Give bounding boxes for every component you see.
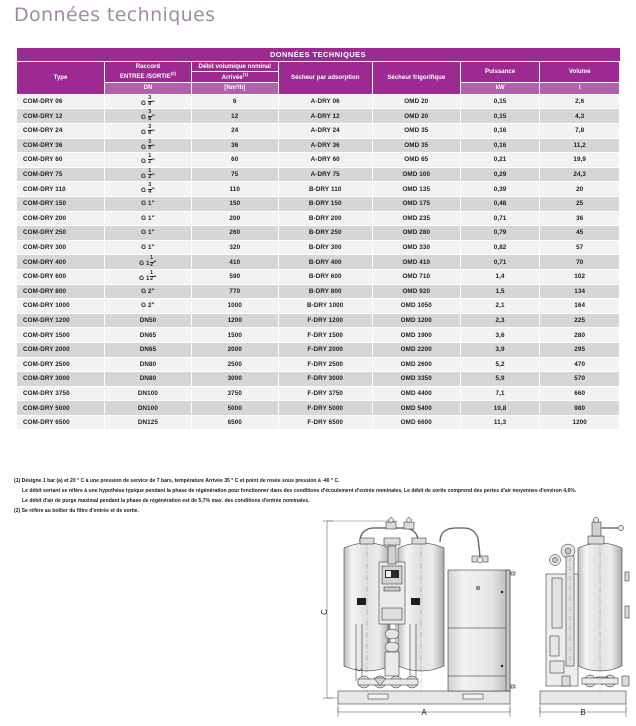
- cell-type: COM-DRY 24: [17, 124, 105, 139]
- cell-debit: 60: [191, 153, 278, 168]
- cell-type: COM-DRY 2500: [17, 357, 105, 372]
- cell-raccord: G 1 $\frac{1}{2}$ ": [105, 255, 192, 270]
- cell-puissance: 2,1: [460, 299, 540, 314]
- cell-raccord: G 1": [105, 196, 192, 211]
- cell-frigorifique: OMD 35: [372, 138, 460, 153]
- table-row: [17, 357, 620, 372]
- cell-frigorifique: OMD 65: [372, 153, 460, 168]
- footnote-1: (1) Désigne 1 bar (a) et 20 ° C à une pression de service de 7 bars, température Arrivée 35 ° C et point de rosée sous pression à -40 ° C.: [14, 478, 340, 484]
- cell-volume: 24,3: [540, 167, 620, 182]
- cell-frigorifique: OMD 1900: [372, 328, 460, 343]
- cell-adsorption: B-DRY 300: [278, 240, 372, 255]
- cell-type: COM-DRY 6500: [17, 415, 105, 430]
- cell-adsorption: A-DRY 36: [278, 138, 372, 153]
- cell-raccord: G 1": [105, 240, 192, 255]
- table-row: [17, 94, 620, 109]
- cell-raccord: DN80: [105, 357, 192, 372]
- cell-raccord: G $\frac{3}{8}$ ": [105, 138, 192, 153]
- cell-puissance: 0,48: [460, 196, 540, 211]
- cell-volume: 295: [540, 342, 620, 357]
- cell-adsorption: B-DRY 1000: [278, 299, 372, 314]
- cell-volume: 11,2: [540, 138, 620, 153]
- table-row: [17, 240, 620, 255]
- cell-puissance: 11,3: [460, 415, 540, 430]
- cell-raccord: DN50: [105, 313, 192, 328]
- column-header-type: Type: [17, 61, 105, 94]
- spec-table-container: [16, 48, 620, 430]
- cell-raccord: G 2": [105, 299, 192, 314]
- cell-type: COM-DRY 1500: [17, 328, 105, 343]
- footnote-2: (2) Se réfère au boîtier du filtre d'entrée et de sortie.: [14, 507, 139, 514]
- cell-puissance: 0,82: [460, 240, 540, 255]
- table-row: [17, 299, 620, 314]
- table-row: [17, 386, 620, 401]
- cell-volume: 19,9: [540, 153, 620, 168]
- table-row: [17, 196, 620, 211]
- cell-type: COM-DRY 150: [17, 196, 105, 211]
- cell-adsorption: F-DRY 6500: [278, 415, 372, 430]
- cell-type: COM-DRY 400: [17, 255, 105, 270]
- cell-frigorifique: OMD 1200: [372, 313, 460, 328]
- cell-raccord: DN65: [105, 342, 192, 357]
- cell-debit: 770: [191, 284, 278, 299]
- cell-volume: 980: [540, 401, 620, 416]
- cell-raccord: G 1 $\frac{1}{2}$ ": [105, 269, 192, 284]
- bottom-valve-manifold: [358, 676, 418, 688]
- cell-raccord: DN100: [105, 401, 192, 416]
- column-header-raccord-line1: Raccord: [135, 63, 161, 70]
- cell-frigorifique: OMD 330: [372, 240, 460, 255]
- cell-volume: 102: [540, 269, 620, 284]
- technical-data-table: [16, 48, 620, 430]
- cell-puissance: 0,39: [460, 182, 540, 197]
- cell-debit: 110: [191, 182, 278, 197]
- cell-frigorifique: OMD 6600: [372, 415, 460, 430]
- cell-adsorption: B-DRY 800: [278, 284, 372, 299]
- cell-type: COM-DRY 1200: [17, 313, 105, 328]
- cell-type: COM-DRY 60: [17, 153, 105, 168]
- cell-adsorption: A-DRY 75: [278, 167, 372, 182]
- cell-debit: 320: [191, 240, 278, 255]
- cell-frigorifique: OMD 20: [372, 94, 460, 109]
- cell-puissance: 3,6: [460, 328, 540, 343]
- cell-adsorption: B-DRY 110: [278, 182, 372, 197]
- cell-puissance: 5,9: [460, 372, 540, 387]
- cell-debit: 200: [191, 211, 278, 226]
- cell-raccord: G 2": [105, 284, 192, 299]
- cell-debit: 2000: [191, 342, 278, 357]
- cell-debit: 12: [191, 109, 278, 124]
- cell-adsorption: F-DRY 1500: [278, 328, 372, 343]
- cell-puissance: 0,15: [460, 94, 540, 109]
- cell-puissance: 0,29: [460, 167, 540, 182]
- cell-adsorption: B-DRY 600: [278, 269, 372, 284]
- table-row: [17, 211, 620, 226]
- cell-puissance: 2,3: [460, 313, 540, 328]
- cell-raccord: DN125: [105, 415, 192, 430]
- cell-volume: 570: [540, 372, 620, 387]
- cell-frigorifique: OMD 920: [372, 284, 460, 299]
- cell-debit: 36: [191, 138, 278, 153]
- cell-type: COM-DRY 200: [17, 211, 105, 226]
- cell-adsorption: B-DRY 250: [278, 226, 372, 241]
- cell-puissance: 0,71: [460, 255, 540, 270]
- cell-volume: 57: [540, 240, 620, 255]
- cell-raccord: G $\frac{3}{8}$ ": [105, 94, 192, 109]
- cell-debit: 1000: [191, 299, 278, 314]
- cell-volume: 225: [540, 313, 620, 328]
- cell-raccord: G $\frac{1}{2}$ ": [105, 153, 192, 168]
- cell-adsorption: B-DRY 200: [278, 211, 372, 226]
- cell-type: COM-DRY 250: [17, 226, 105, 241]
- footnote-1c: Le débit d'air de purge maximal pendant la phase de régénération est de 5,7% max. des conditions d'entrée nominales.: [22, 497, 310, 504]
- table-row: [17, 109, 620, 124]
- cell-frigorifique: OMD 4400: [372, 386, 460, 401]
- table-row: [17, 372, 620, 387]
- cell-debit: 410: [191, 255, 278, 270]
- cell-puissance: 0,16: [460, 138, 540, 153]
- unit-header-volume: l: [540, 82, 620, 94]
- column-header-raccord-line2: ENTREE /SORTIE: [119, 73, 171, 81]
- table-row: [17, 415, 620, 430]
- cell-puissance: 1,5: [460, 284, 540, 299]
- table-row: [17, 269, 620, 284]
- cell-frigorifique: OMD 410: [372, 255, 460, 270]
- product-technical-drawing: [300, 516, 632, 722]
- cell-type: COM-DRY 600: [17, 269, 105, 284]
- cell-raccord: G $\frac{1}{2}$ ": [105, 167, 192, 182]
- cell-raccord: G $\frac{3}{8}$ ": [105, 109, 192, 124]
- table-row: [17, 226, 620, 241]
- cell-puissance: 0,79: [460, 226, 540, 241]
- column-header-arrivee: [191, 71, 278, 82]
- column-header-raccord-superscript: (2): [170, 71, 176, 77]
- table-row: [17, 124, 620, 139]
- cell-debit: 590: [191, 269, 278, 284]
- cell-frigorifique: OMD 20: [372, 109, 460, 124]
- cell-adsorption: A-DRY 24: [278, 124, 372, 139]
- cell-type: COM-DRY 2000: [17, 342, 105, 357]
- column-header-arrivee-label: Arrivée: [221, 73, 243, 81]
- cell-adsorption: B-DRY 150: [278, 196, 372, 211]
- cell-adsorption: F-DRY 1200: [278, 313, 372, 328]
- cell-type: COM-DRY 06: [17, 94, 105, 109]
- cell-puissance: 0,16: [460, 124, 540, 139]
- cell-frigorifique: OMD 235: [372, 211, 460, 226]
- cell-frigorifique: OMD 5400: [372, 401, 460, 416]
- cell-frigorifique: OMD 175: [372, 196, 460, 211]
- cell-puissance: 5,2: [460, 357, 540, 372]
- table-band-title-row: [17, 48, 620, 61]
- cell-raccord: DN100: [105, 386, 192, 401]
- cell-volume: 45: [540, 226, 620, 241]
- cell-adsorption: F-DRY 2500: [278, 357, 372, 372]
- cell-type: COM-DRY 1000: [17, 299, 105, 314]
- dimension-label-b: B: [580, 708, 586, 717]
- cell-volume: 2,6: [540, 94, 620, 109]
- cell-debit: 1200: [191, 313, 278, 328]
- cell-puissance: 0,15: [460, 109, 540, 124]
- cell-raccord: DN80: [105, 372, 192, 387]
- side-view: [540, 517, 629, 704]
- cell-frigorifique: OMD 2600: [372, 357, 460, 372]
- storage-tank-front: [448, 570, 515, 691]
- footnotes: [14, 477, 626, 517]
- column-header-volume: Volume: [540, 61, 620, 82]
- cell-puissance: 7,1: [460, 386, 540, 401]
- cell-adsorption: A-DRY 12: [278, 109, 372, 124]
- cell-volume: 660: [540, 386, 620, 401]
- cell-adsorption: B-DRY 400: [278, 255, 372, 270]
- table-row: [17, 342, 620, 357]
- cell-raccord: G $\frac{3}{4}$ ": [105, 182, 192, 197]
- table-row: [17, 328, 620, 343]
- cell-raccord: G 1": [105, 226, 192, 241]
- cell-debit: 3750: [191, 386, 278, 401]
- cell-type: COM-DRY 75: [17, 167, 105, 182]
- unit-header-raccord: DN: [105, 82, 192, 94]
- cell-volume: 1200: [540, 415, 620, 430]
- dimension-label-c: C: [320, 609, 329, 615]
- column-header-secheur-frigorifique: Sécheur frigorifique: [372, 61, 460, 94]
- table-band-title: DONNÉES TECHNIQUES: [17, 48, 620, 61]
- cell-volume: 20: [540, 182, 620, 197]
- cell-frigorifique: OMD 3350: [372, 372, 460, 387]
- cell-puissance: 3,9: [460, 342, 540, 357]
- dimension-label-a: A: [421, 708, 427, 717]
- column-header-debit: Débit volumique nominal: [191, 61, 278, 71]
- cell-frigorifique: OMD 280: [372, 226, 460, 241]
- cell-type: COM-DRY 5000: [17, 401, 105, 416]
- table-header: [17, 48, 620, 94]
- cell-raccord: DN65: [105, 328, 192, 343]
- cell-frigorifique: OMD 135: [372, 182, 460, 197]
- table-row: [17, 401, 620, 416]
- column-header-puissance: Puissance: [460, 61, 540, 82]
- cell-debit: 150: [191, 196, 278, 211]
- unit-header-debit: [Nm³/h]: [191, 82, 278, 94]
- cell-type: COM-DRY 12: [17, 109, 105, 124]
- cell-volume: 4,3: [540, 109, 620, 124]
- unit-header-puissance: kW: [460, 82, 540, 94]
- table-row: [17, 284, 620, 299]
- cell-volume: 36: [540, 211, 620, 226]
- table-row: [17, 167, 620, 182]
- cell-debit: 5000: [191, 401, 278, 416]
- table-body: [17, 94, 620, 430]
- cell-frigorifique: OMD 2200: [372, 342, 460, 357]
- column-header-secheur-adsorption: Sécheur par adsorption: [278, 61, 372, 94]
- footnote-1b: Le débit sortant se réfère à une hypothèse typique pendant la phase de régénération pour fonctionner dans des conditions d'écoulement d'entrée nominales. Le débit de sortie comprend des pertes d'air moyennes d'environ 4,6%.: [22, 487, 577, 494]
- cell-type: COM-DRY 300: [17, 240, 105, 255]
- cell-frigorifique: OMD 1050: [372, 299, 460, 314]
- table-row: [17, 153, 620, 168]
- cell-type: COM-DRY 3750: [17, 386, 105, 401]
- cell-debit: 6: [191, 94, 278, 109]
- table-row: [17, 313, 620, 328]
- cell-type: COM-DRY 3000: [17, 372, 105, 387]
- table-row: [17, 182, 620, 197]
- cell-type: COM-DRY 800: [17, 284, 105, 299]
- cell-frigorifique: OMD 100: [372, 167, 460, 182]
- cell-debit: 2500: [191, 357, 278, 372]
- cell-volume: 280: [540, 328, 620, 343]
- table-header-row-main: [17, 61, 620, 71]
- cell-puissance: 10,8: [460, 401, 540, 416]
- column-header-raccord: [105, 61, 192, 82]
- cell-volume: 7,8: [540, 124, 620, 139]
- cell-debit: 3000: [191, 372, 278, 387]
- cell-type: COM-DRY 110: [17, 182, 105, 197]
- cell-adsorption: F-DRY 2000: [278, 342, 372, 357]
- cell-adsorption: F-DRY 5000: [278, 401, 372, 416]
- column-header-arrivee-superscript: (1): [242, 71, 248, 77]
- cell-adsorption: F-DRY 3000: [278, 372, 372, 387]
- cell-volume: 70: [540, 255, 620, 270]
- cell-puissance: 1,4: [460, 269, 540, 284]
- table-row: [17, 138, 620, 153]
- cell-puissance: 0,71: [460, 211, 540, 226]
- cell-frigorifique: OMD 35: [372, 124, 460, 139]
- cell-frigorifique: OMD 710: [372, 269, 460, 284]
- cell-raccord: G 1": [105, 211, 192, 226]
- cell-volume: 25: [540, 196, 620, 211]
- cell-volume: 134: [540, 284, 620, 299]
- cell-debit: 6500: [191, 415, 278, 430]
- cell-adsorption: A-DRY 60: [278, 153, 372, 168]
- cell-debit: 24: [191, 124, 278, 139]
- cell-puissance: 0,21: [460, 153, 540, 168]
- cell-type: COM-DRY 36: [17, 138, 105, 153]
- cell-adsorption: A-DRY 06: [278, 94, 372, 109]
- cell-debit: 260: [191, 226, 278, 241]
- cell-debit: 75: [191, 167, 278, 182]
- cell-volume: 164: [540, 299, 620, 314]
- table-row: [17, 255, 620, 270]
- cell-debit: 1500: [191, 328, 278, 343]
- cell-volume: 470: [540, 357, 620, 372]
- cell-raccord: G $\frac{3}{8}$ ": [105, 124, 192, 139]
- page-title: Données techniques: [14, 4, 216, 26]
- cell-adsorption: F-DRY 3750: [278, 386, 372, 401]
